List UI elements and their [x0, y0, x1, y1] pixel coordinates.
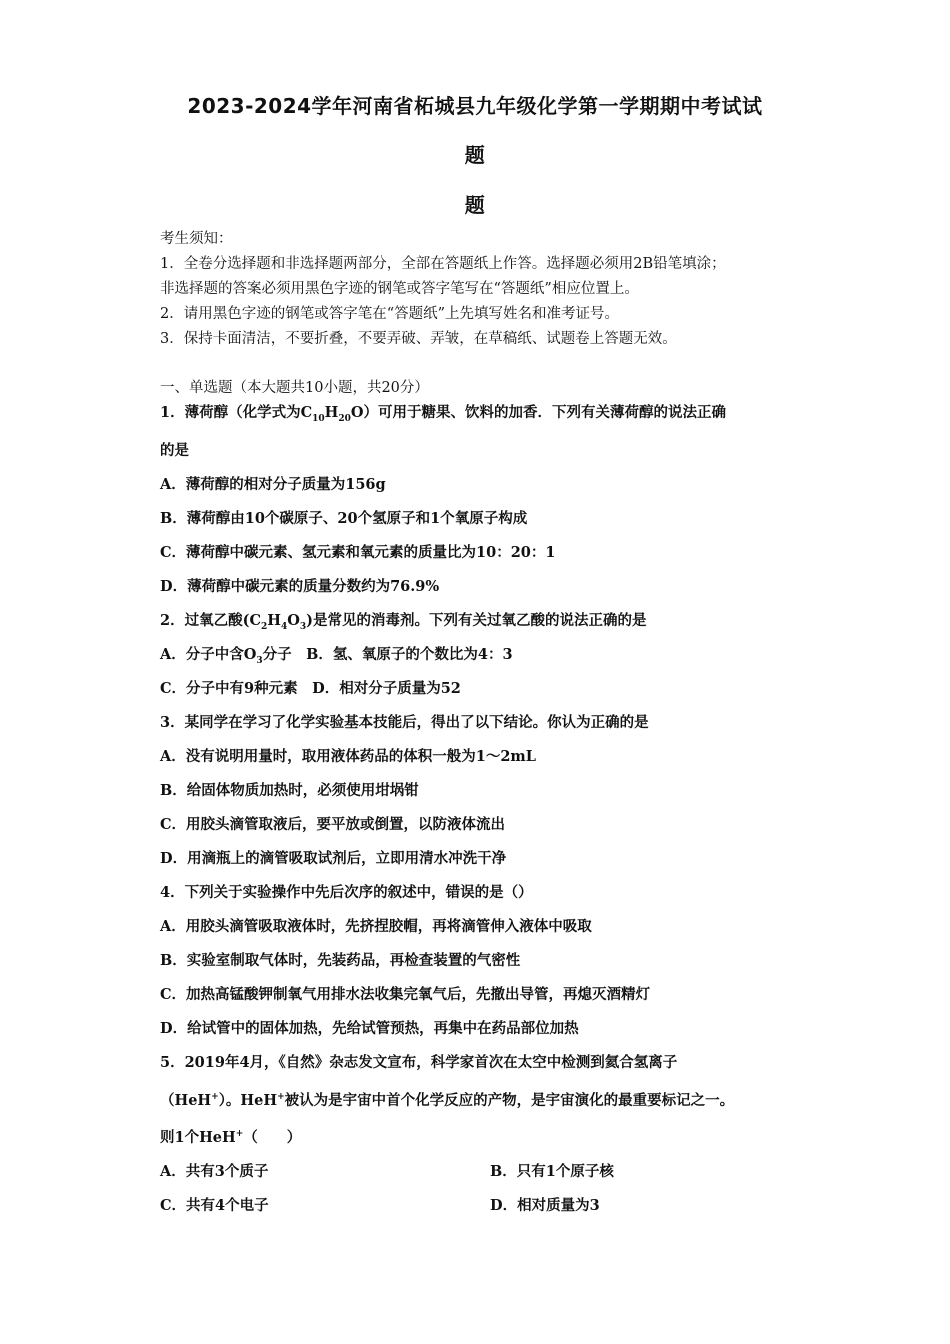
q1-stem-cont: 的是 — [160, 442, 189, 459]
exam-title-line2: 题 — [464, 143, 486, 167]
q1-subscript: 10 — [312, 413, 325, 424]
q2-option-part: A．分子中含O — [160, 646, 257, 663]
q5-stem-part: 被认为是宇宙中首个化学反应的产物，是宇宙演化的最重要标记之一。 — [284, 1092, 735, 1109]
q2-options-cd: C．分子中有9种元素 D．相对分子质量为52 — [160, 680, 461, 697]
q5-option-b: B．只有1个原子核 — [490, 1163, 614, 1180]
q4-option-c: C．加热高锰酸钾制氧气用排水法收集完氧气后，先撤出导管，再熄灭酒精灯 — [160, 986, 651, 1003]
q5-stem-question — [160, 1126, 301, 1147]
q1-stem-part: H — [324, 404, 339, 421]
q2-stem — [160, 609, 647, 632]
notice-item-1b: 非选择题的答案必须用黑色字迹的钢笔或答字笔写在“答题纸”相应位置上。 — [160, 281, 639, 297]
q1-option-c: C．薄荷醇中碳元素、氢元素和氧元素的质量比为10：20：1 — [160, 544, 556, 561]
q5-stem-part: ）。HeH — [218, 1092, 278, 1109]
exam-title-line1: 2023-2024学年河南省柘城县九年级化学第一学期期中考试试 — [187, 94, 763, 118]
q3-option-c: C．用胶头滴管取液后，要平放或倒置，以防液体流出 — [160, 816, 506, 833]
q2-stem-part: 2．过氧乙酸(C — [160, 612, 261, 629]
q4-stem: 4．下列关于实验操作中先后次序的叙述中，错误的是（） — [160, 884, 533, 901]
q5-stem-part: （ ） — [243, 1129, 302, 1146]
notice-item-1a: 1．全卷分选择题和非选择题两部分，全部在答题纸上作答。选择题必须用2B铅笔填涂； — [160, 256, 726, 272]
q4-option-b: B．实验室制取气体时，先装药品，再检查装置的气密性 — [160, 952, 521, 969]
exam-title-line3: 题 — [464, 193, 486, 217]
q5-option-c: C．共有4个电子 — [160, 1197, 269, 1214]
q2-stem-part: H — [267, 612, 281, 629]
q2-subscript: 2 — [261, 621, 268, 632]
q3-option-a: A．没有说明用量时，取用液体药品的体积一般为1～2mL — [160, 748, 536, 765]
q2-subscript: 3 — [299, 621, 307, 632]
q3-option-d: D．用滴瓶上的滴管吸取试剂后，立即用清水冲洗干净 — [160, 850, 507, 867]
q1-stem-part: O）可用于糖果、饮料的加香．下列有关薄荷醇的说法正确 — [350, 404, 727, 421]
q5-option-a: A．共有3个质子 — [160, 1163, 269, 1180]
q1-option-d: D．薄荷醇中碳元素的质量分数约为76.9% — [160, 578, 440, 595]
q1-stem — [160, 401, 726, 424]
section-heading: 一、单选题（本大题共10小题，共20分） — [160, 380, 429, 396]
q1-subscript: 20 — [338, 413, 351, 424]
q5-superscript: + — [235, 1129, 244, 1140]
q2-subscript: 4 — [280, 621, 288, 632]
notice-item-3: 3．保持卡面清洁，不要折叠，不要弄破、弄皱，在草稿纸、试题卷上答题无效。 — [160, 331, 677, 347]
q5-stem-cont — [160, 1089, 734, 1110]
q5-superscript: + — [277, 1092, 285, 1103]
q2-subscript: 3 — [256, 655, 263, 666]
q2-stem-part: )是常见的消毒剂。下列有关过氧乙酸的说法正确的是 — [306, 612, 647, 629]
q3-stem: 3．某同学在学习了化学实验基本技能后，得出了以下结论。你认为正确的是 — [160, 714, 649, 731]
notice-heading: 考生须知： — [160, 231, 233, 247]
q5-stem-part: （HeH — [160, 1092, 212, 1109]
q4-option-a: A．用胶头滴管吸取液体时，先挤捏胶帽，再将滴管伸入液体中吸取 — [160, 918, 592, 935]
q4-option-d: D．给试管中的固体加热，先给试管预热，再集中在药品部位加热 — [160, 1020, 579, 1037]
q1-stem-part: 1．薄荷醇（化学式为C — [160, 404, 313, 421]
q5-stem-part: 则1个HeH — [160, 1129, 236, 1146]
q2-stem-part: O — [287, 612, 300, 629]
q2-option-part: 分子 B．氢、氧原子的个数比为4：3 — [262, 646, 513, 663]
q5-stem: 5．2019年4月，《自然》杂志发文宣布，科学家首次在太空中检测到氦合氢离子 — [160, 1054, 678, 1071]
q1-option-a: A．薄荷醇的相对分子质量为156g — [160, 476, 386, 493]
q5-option-d: D．相对质量为3 — [490, 1197, 600, 1214]
q3-option-b: B．给固体物质加热时，必须使用坩埚钳 — [160, 782, 419, 799]
q2-options-ab — [160, 643, 513, 666]
q1-option-b: B．薄荷醇由10个碳原子、20个氢原子和1个氧原子构成 — [160, 510, 528, 527]
q5-superscript: + — [211, 1092, 219, 1103]
notice-item-2: 2．请用黑色字迹的钢笔或答字笔在“答题纸”上先填写姓名和准考证号。 — [160, 306, 620, 322]
